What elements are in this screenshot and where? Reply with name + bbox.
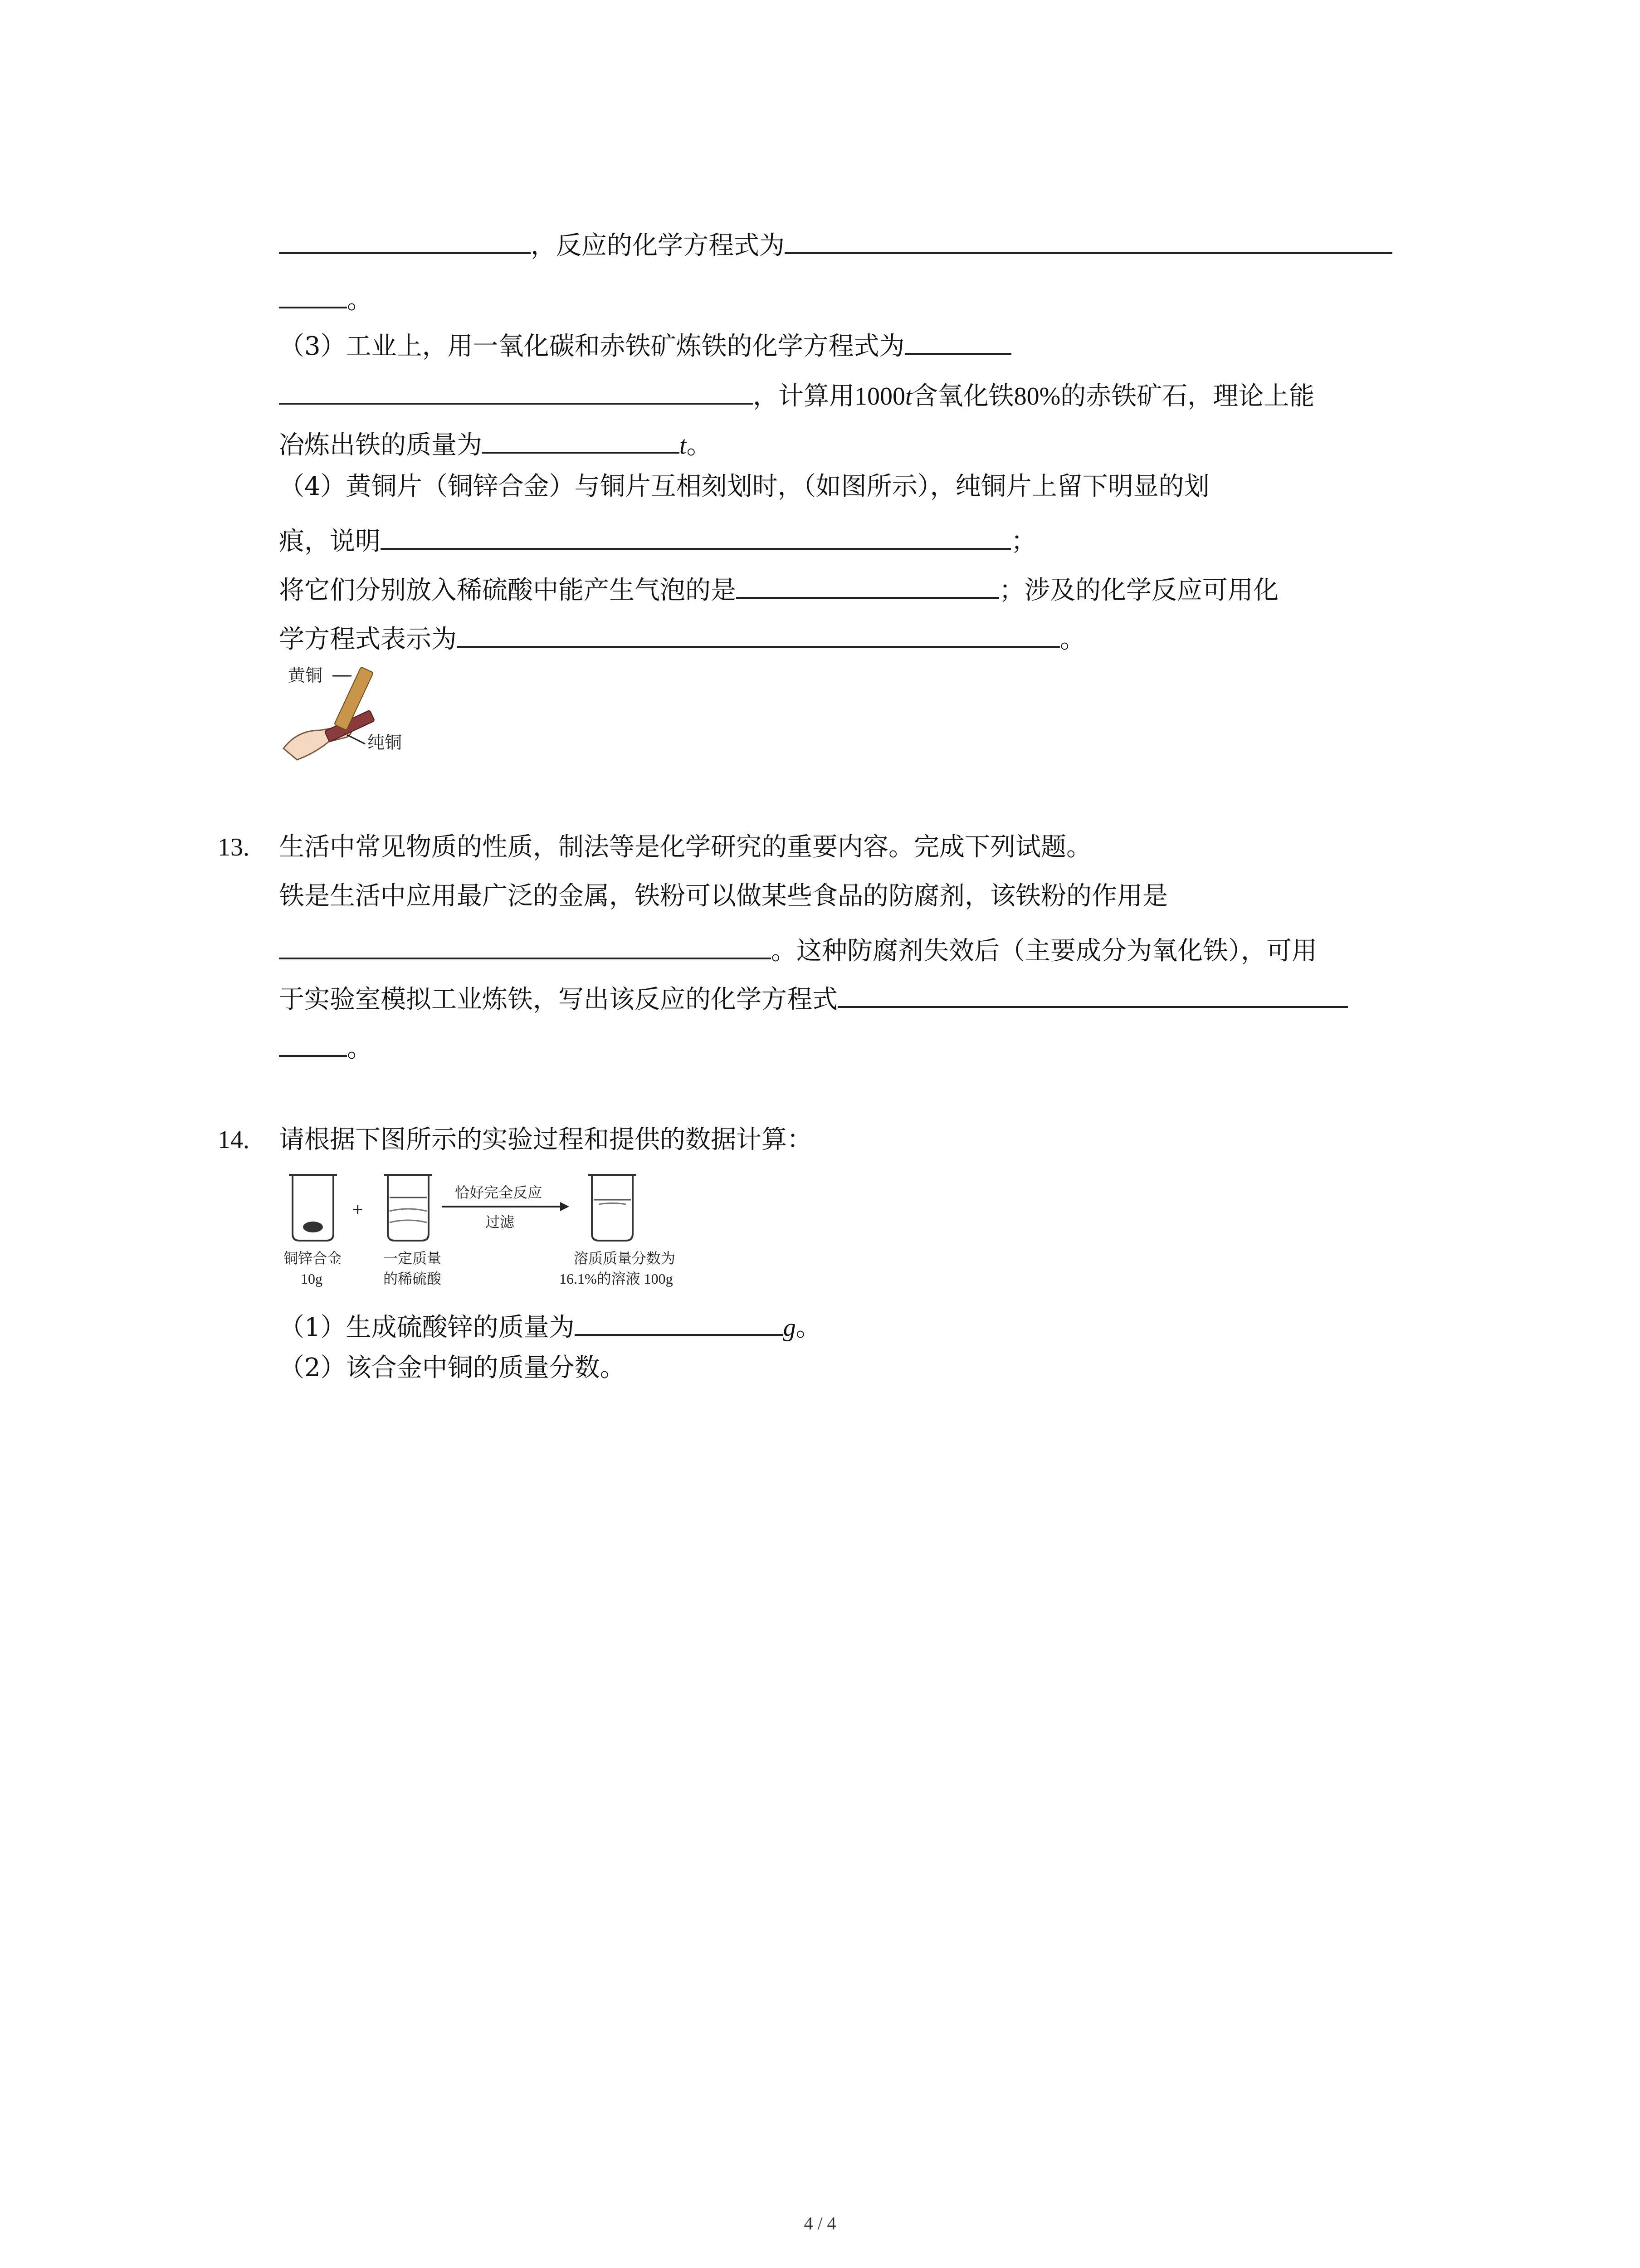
answer-blank[interactable] [785,227,1392,254]
acid-label-2: 的稀硫酸 [383,1271,442,1287]
page-number: 4 / 4 [804,2213,836,2234]
answer-blank[interactable] [482,426,679,454]
answer-blank[interactable] [279,227,531,254]
beaker-acid-icon [384,1175,432,1241]
experiment-figure [279,1166,687,1297]
copper-label: 纯铜 [367,733,402,753]
arrow-top-label: 恰好完全反应 [455,1184,542,1201]
q12-line-7: 痕，说明 ； [279,523,1036,554]
q12-line-8: 将它们分别放入稀硫酸中能产生气泡的是 ；涉及的化学反应可用化 [279,572,1279,603]
q12-line-5: 冶炼出铁的质量为 t。 [279,426,712,458]
q12-line-1: ，反应的化学方程式为 [279,227,1392,259]
q14-sub-1: （1）生成硫酸锌的质量为 g。 [279,1309,821,1340]
q13-line-3: 。这种防腐剂失效后（主要成分为氧化铁），可用 [279,932,1317,964]
answer-blank[interactable] [457,621,1060,648]
solution-label-2: 16.1%的溶液 100g [559,1271,673,1287]
answer-blank[interactable] [381,523,1011,550]
q13-line-5: 。 [279,1030,372,1061]
beaker-solution-icon [588,1175,636,1241]
answer-blank[interactable] [736,572,999,599]
beaker-alloy-icon [289,1175,337,1241]
q12-line-3: （3）工业上，用一氧化碳和赤铁矿炼铁的化学方程式为 [279,327,1011,359]
question-number: 13. [218,833,249,861]
brass-label: 黄铜 [288,666,323,685]
answer-blank[interactable] [279,377,753,405]
question-number: 14. [218,1126,249,1154]
q13-line-1: 生活中常见物质的性质，制法等是化学研究的重要内容。完成下列试题。 [279,832,1092,862]
answer-blank[interactable] [279,1030,347,1057]
answer-blank[interactable] [905,327,1011,355]
acid-label-1: 一定质量 [383,1250,442,1266]
answer-blank[interactable] [279,281,347,308]
answer-blank[interactable] [575,1309,783,1336]
solution-label-1: 溶质质量分数为 [574,1250,676,1266]
q14-sub-2: （2）该合金中铜的质量分数。 [279,1353,625,1383]
q12-line-2: 。 [279,281,372,313]
q13-line-2: 铁是生活中应用最广泛的金属，铁粉可以做某些食品的防腐剂，该铁粉的作用是 [279,881,1168,911]
answer-blank[interactable] [838,981,1348,1008]
arrow-right-icon [560,1202,569,1211]
q12-line-6: （4）黄铜片（铜锌合金）与铜片互相刻划时，（如图所示），纯铜片上留下明显的划 [279,472,1210,501]
alloy-mass: 10g [301,1271,322,1287]
plus-sign: + [352,1200,363,1220]
alloy-label: 铜锌合金 [283,1250,342,1266]
q12-line-9: 学方程式表示为 。 [279,621,1085,652]
brass-copper-scratch-figure [279,662,415,767]
arrow-bottom-label: 过滤 [485,1214,515,1230]
q14-line-1: 请根据下图所示的实验过程和提供的数据计算： [279,1125,812,1154]
q13-line-4: 于实验室模拟工业炼铁，写出该反应的化学方程式 [279,981,1348,1012]
q12-line-4: ，计算用1000t含氧化铁80%的赤铁矿石，理论上能 [279,377,1314,409]
answer-blank[interactable] [279,932,771,959]
